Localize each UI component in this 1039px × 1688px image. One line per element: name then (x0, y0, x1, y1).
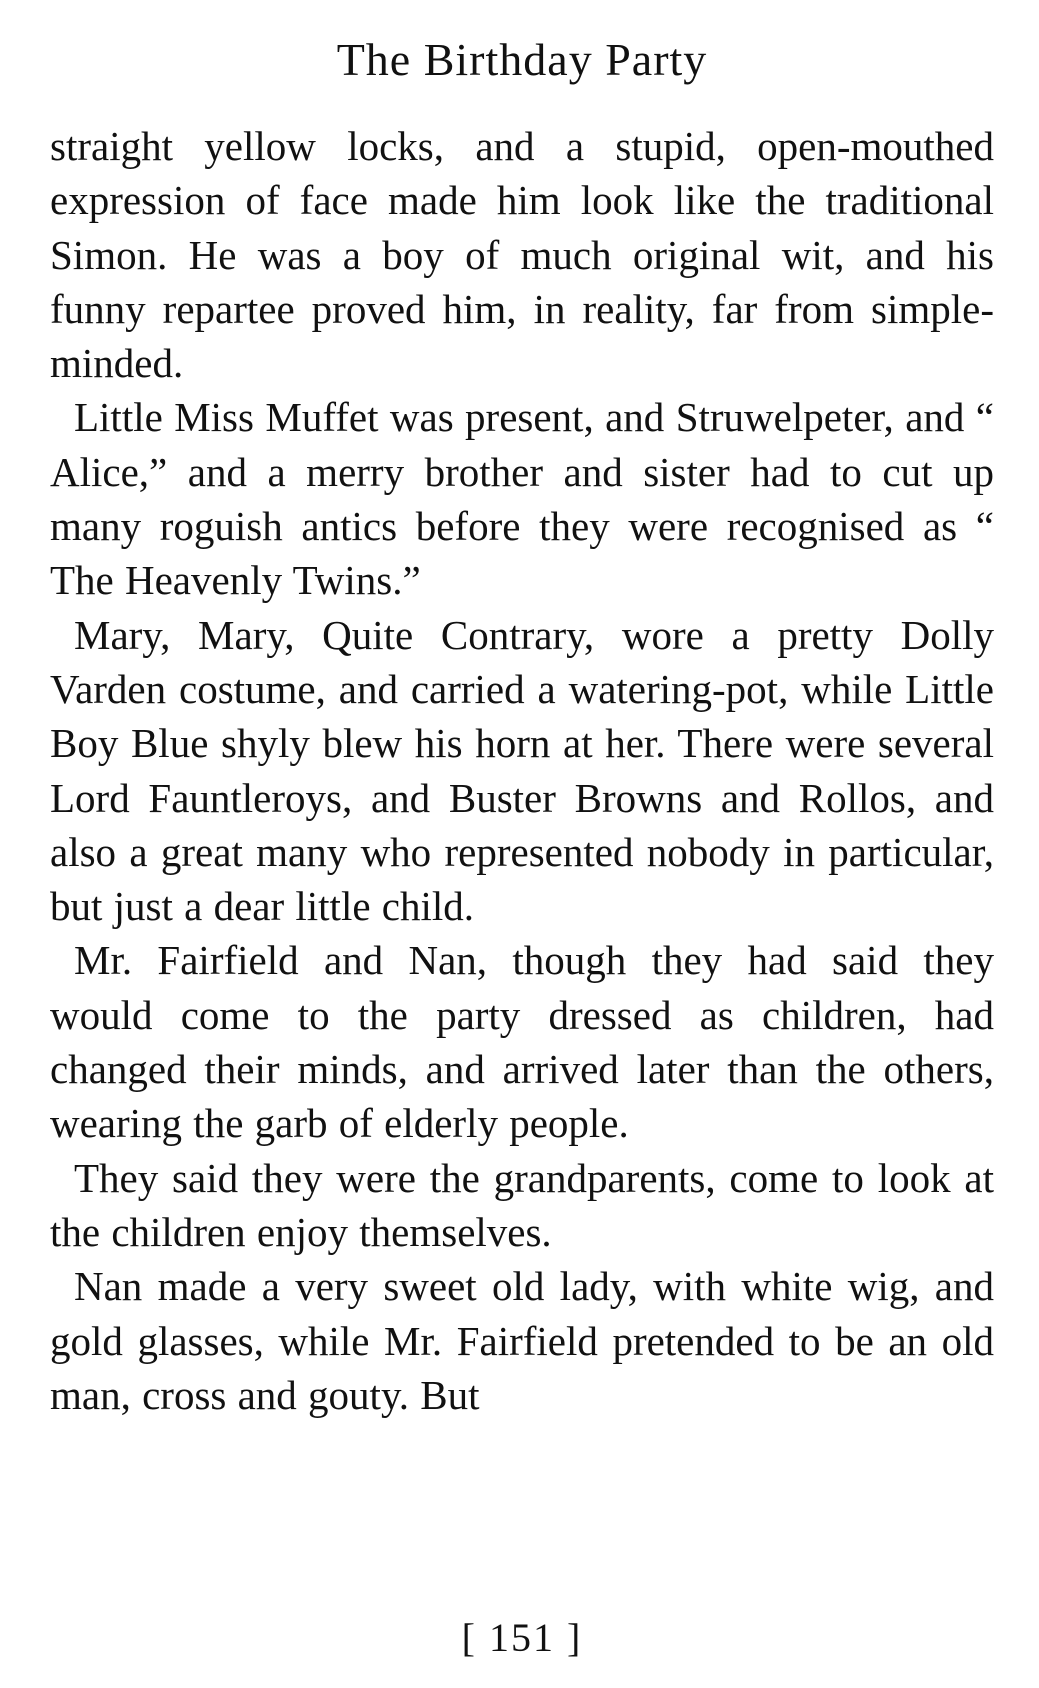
page-number: [ 151 ] (461, 1615, 583, 1660)
body-text (50, 119, 994, 1422)
paragraph-continued: straight yellow locks, and a stupid, open-mouthed expression of face made him look like the traditional Simon. He was a boy of much original wit, and his funny repartee proved him, in reality, far from simple-minded. (50, 123, 994, 387)
paragraph: Nan made a very sweet old lady, with white wig, and gold glasses, while Mr. Fairfield pretended to be an old man, cross and gouty. But (50, 1263, 994, 1418)
paragraph: Little Miss Muffet was present, and Struwelpeter, and “ Alice,” and a merry brother and sister had to cut up many roguish antics before they were recognised as “ The Heavenly Twins.” (50, 394, 994, 604)
book-page (50, 0, 994, 1688)
running-head: The Birthday Party (336, 34, 708, 85)
paragraph: Mary, Mary, Quite Contrary, wore a pretty Dolly Varden costume, and carried a watering-pot, while Little Boy Blue shyly blew his horn at her. There were several Lord Fauntleroys, and Buster Browns and Rollos, and also a great many who represented nobody in particular, but just a dear little child. (50, 611, 994, 930)
paragraph: Mr. Fairfield and Nan, though they had said they would come to the party dressed as children, had changed their minds, and arrived later than the others, wearing the garb of elderly people. (50, 937, 994, 1147)
paragraph: They said they were the grandparents, come to look at the children enjoy themselves. (50, 1154, 994, 1255)
